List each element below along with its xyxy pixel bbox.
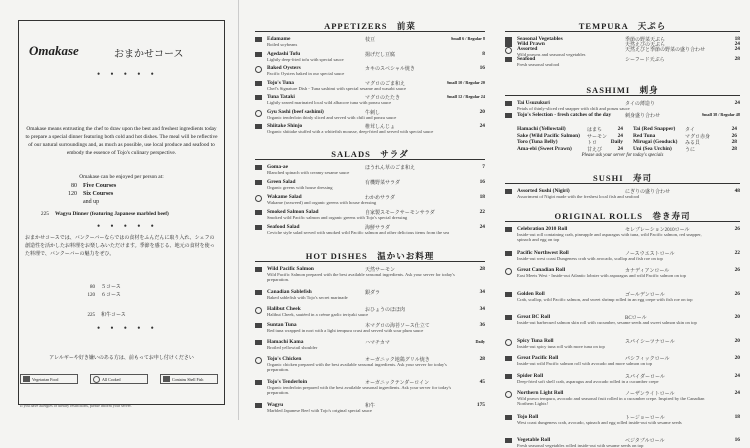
section-rule (505, 31, 740, 32)
item-name-jp: トージョーロール (625, 415, 665, 421)
menu-item (267, 224, 457, 235)
item-name: Suntan Tuna (267, 322, 297, 329)
item-price: 20 (734, 337, 740, 344)
item-description: Inside-out roll containing crab, pineapple and asparagus with tuna, wild Pacific salmon, red snapper, spinach and egg on top (517, 232, 702, 242)
jp-course-row: 80 ５コース (90, 285, 121, 290)
item-name: Shiitake Shinjo (267, 123, 303, 129)
salads-section-title: SALADS サラダ (331, 149, 409, 159)
item-price: 28 (734, 56, 740, 62)
item-name: Great Canadian Roll (517, 267, 566, 273)
item-description: Baked sablefish with Tojo's secret marinade (267, 294, 348, 300)
sashimi-item-jp: タイ (685, 128, 695, 133)
item-name: Seasonal Vegetables (517, 36, 563, 42)
item-description: Wild Pacific Salmon prepared with the best available seasonal ingredients. Ask your server for today's preparation. (267, 272, 455, 282)
item-price: 16 (479, 179, 485, 185)
omakase-panel (0, 0, 239, 420)
item-price: 24 (479, 123, 485, 129)
item-price: 26 (734, 226, 740, 232)
tempura-section-title: TEMPURA 天ぷら (578, 21, 667, 31)
sashimi-note: Please ask your server for today's specials (581, 153, 664, 158)
item-name: Smoked Salmon Salad (267, 209, 319, 215)
item-name: Wild Prawn (517, 41, 545, 47)
sashimi-price: 26 (731, 132, 737, 139)
vegetarian-icon (505, 251, 512, 256)
vegetarian-icon (255, 210, 262, 215)
divider-dots: • • • • • (97, 323, 158, 333)
item-name: Spicy Tuna Roll (517, 337, 554, 344)
item-name: Assorted (517, 46, 538, 52)
cooked-icon (255, 66, 262, 73)
item-name-jp: 刺身盛り合わせ (625, 114, 661, 119)
menu-item (267, 179, 457, 190)
item-price: 24 (734, 390, 740, 396)
item-name: Halibut Cheek (267, 305, 301, 312)
sashimi-item: Ama-ebi (Sweet Prawn) (517, 145, 572, 152)
vegetarian-icon (505, 415, 512, 420)
vegetarian-icon (255, 323, 262, 328)
item-price: 28 (479, 356, 485, 362)
menu-item (267, 339, 457, 350)
item-name-jp: 和牛 (365, 403, 376, 409)
menu-item (517, 112, 712, 118)
legend-shellfish: Contains Shell Fish (160, 374, 218, 384)
item-description: Organic tenderloin prepared with the best available seasonal ingredients. Ask your server for today's preparation. (267, 384, 452, 395)
sashimi-item: Mirugai (Geoduck) (633, 139, 678, 145)
cooked-icon (255, 110, 262, 117)
menu-item (517, 355, 712, 366)
item-name-jp: セレブレーション2010ロール (625, 228, 690, 233)
item-name: Goma-ae (267, 164, 288, 170)
legend-cooked: All Cooked (90, 374, 148, 384)
sashimi-price: 28 (731, 139, 737, 145)
sashimi-item: Tai (Red Snapper) (633, 126, 676, 132)
item-description: Deep-fried soft shell crab, asparagus and avocado rolled in a cucumber crepe (517, 378, 659, 384)
sashimi-item: Sake (Wild Pacific Salmon) (517, 132, 580, 139)
item-price: 34 (479, 288, 485, 295)
vegetarian-icon (505, 101, 512, 106)
divider-dots: • • • • • (97, 221, 158, 231)
menu-item (267, 51, 457, 62)
item-description: Fresh seasonal seafood (517, 62, 560, 67)
item-name-jp: パシフィックロール (625, 357, 670, 362)
sushi-section-title: SUSHI 寿司 (592, 173, 652, 183)
item-description: Pacific Oysters baked in our special sauce (267, 71, 345, 76)
item-description: Inside-out wild Pacific salmon roll with avocado and more salmon on top (517, 361, 653, 366)
item-name-jp: 銀ダラ (365, 290, 381, 296)
item-price: 7 (482, 164, 485, 170)
course-row: 120 Six Courses (68, 191, 114, 197)
omakase-frame (18, 20, 225, 405)
item-name: Tojo's Tuna (267, 79, 294, 86)
item-name: Great Pacific Roll (517, 355, 559, 361)
item-name-jp: マグロのたたき (365, 96, 401, 101)
item-price: 175 (476, 401, 485, 408)
item-name: Gyu Sashi (beef sashimi) (267, 108, 324, 115)
item-description: Wild prawn tempura, avocado and seasonal fruit rolled in a cucumber crepe. Inspired by the Canadian Northern Lights! (517, 396, 705, 406)
menu-item (267, 80, 457, 91)
omakase-title: Omakase (29, 43, 79, 58)
sashimi-price: 24 (617, 132, 623, 139)
item-price: 24 (734, 41, 740, 47)
item-price: 48 (734, 188, 740, 194)
item-name-jp: 本マグロの海苔ソース仕立て (365, 324, 430, 330)
item-price: Small 6 / Regular 8 (450, 36, 485, 41)
menu-item (517, 314, 712, 325)
sashimi-item-jp: はまち (587, 128, 603, 133)
item-price: 16 (734, 437, 740, 443)
item-description: East Meets West - Inside-out Atlantic lobster with asparagus and wild Pacific salmon on top (517, 273, 686, 278)
vegetarian-icon (255, 124, 262, 129)
item-name: Wakame Salad (267, 194, 302, 200)
sashimi-item-jp: 甘えび (587, 147, 603, 153)
item-name: Tojo's Chicken (267, 356, 302, 362)
item-description: West coast dungeness crab, avocado, spinach and egg rolled inside-out with sesame seeds (517, 419, 682, 425)
menu-item (267, 194, 457, 205)
item-price: 45 (479, 378, 485, 385)
omakase-title-jp: おまかせコース (114, 49, 184, 60)
item-name-jp: カキのスペシャル焼き (365, 67, 415, 72)
item-name-jp: マグロのごま和え (365, 81, 406, 87)
vegetarian-icon (255, 290, 262, 295)
item-name-jp: わかめサラダ (365, 196, 395, 201)
item-name: Tojo Roll (517, 413, 539, 420)
item-description: Inside-out west coast Dungeness crab with avocado, scallop and fish roe on top (517, 255, 663, 261)
item-description: Fresh seasonal vegetables rolled inside-out with sesame seeds on top (517, 443, 644, 448)
jp-course-row: 225 和牛コース (87, 313, 126, 318)
item-price: 8 (482, 50, 485, 57)
item-name-jp: 天然サーモン (365, 268, 396, 273)
item-description: Organic tenderloin thinly sliced and served with chili and ponzu sauce (267, 114, 397, 120)
omakase-jp-intro: おまかせコースでは、バンクーバーならではの食材をふんだんに取り入れ、シェフの創造性を活かしたお料理をお楽しみいただけます。季節を感じる、地元の食材を使った料理で、バンクーバーの魅力をぜひ。 (25, 236, 215, 257)
item-name: Baked Oysters (267, 65, 301, 71)
sashimi-item-jp: みる貝 (685, 141, 701, 146)
vegetarian-icon (255, 225, 262, 230)
menu-item (517, 338, 712, 349)
item-name-jp: ほうれん草のごま和え (365, 166, 416, 171)
item-price: 26 (734, 267, 740, 273)
item-price: Daily (475, 339, 485, 345)
allergy-footnote: If you have allergies or dietary restrictions, please inform your server. (20, 403, 132, 408)
item-name-jp: 有機野菜サラダ (365, 181, 400, 186)
vegetarian-icon (255, 81, 262, 86)
item-name-jp: ハマチカマ (365, 341, 390, 347)
item-price: 20 (734, 314, 740, 320)
item-name-jp: 季節の野菜天ぷら (625, 38, 666, 43)
course-row: and up (83, 199, 100, 205)
section-rule (255, 261, 485, 262)
item-name-jp: ノーザンライトロール (625, 392, 675, 397)
item-name: Vegetable Roll (517, 437, 551, 443)
divider-dots: • • • • • (97, 69, 158, 79)
item-price: Small 10 / Regular 20 (446, 79, 485, 85)
sashimi-price: 24 (731, 126, 737, 132)
item-name-jp: タイの薄造り (625, 102, 655, 107)
item-description: Blanched spinach with creamy sesame sauce (267, 170, 350, 175)
cooked-icon (255, 195, 262, 202)
vegetarian-icon (255, 52, 262, 57)
item-description: Marbled Japanese Beef with Tojo's original special sauce (267, 407, 372, 413)
item-name-jp: おひょうのほほ肉 (365, 307, 406, 313)
omakase-intro: Omakase means entrusting the chef to draw upon the best and freshest ingredients today to prepare a special dinner featuring both cold and hot dishes. The meal will be reflective of our natural surroundings and, as much as possible, use local produce and seafood to embody the essence of Tojo's culinary perspective. (25, 126, 218, 156)
item-name: Tojo's Selection - fresh catches of the day (517, 112, 612, 118)
item-description: Lightly deep-fried tofu with special sauce (267, 56, 344, 62)
vegetarian-icon (505, 189, 512, 194)
menu-item (517, 414, 712, 425)
item-name-jp: シーフード天ぷら (625, 58, 665, 63)
vegetarian-icon (255, 95, 262, 100)
sashimi-price: 28 (731, 145, 737, 152)
item-name: Tai Usuzukuri (517, 100, 550, 106)
item-description: Petals of thinly-sliced red snapper with chili and ponzu sauce (517, 106, 630, 111)
menu-item (267, 266, 457, 282)
section-rule (255, 31, 485, 32)
vegetarian-icon (255, 340, 262, 345)
vegetarian-icon (255, 380, 262, 385)
right-column (505, 0, 745, 448)
item-description: Wild prawns and seasonal vegetables (517, 52, 586, 57)
item-name: Tuna Tataki (267, 94, 295, 100)
item-name-jp: 天然えびと季節の野菜の盛り合わせ (625, 48, 706, 53)
item-name-jp: ノースウエストロール (625, 251, 675, 257)
jp-course-row: 120 ６コース (87, 293, 121, 298)
appetizers-section-title: APPETIZERS 前菜 (324, 21, 416, 31)
item-name-jp: オーガニック地鶏グリル焼き (365, 358, 430, 363)
vegetarian-icon (505, 292, 512, 297)
item-name: Northern Light Roll (517, 390, 564, 396)
menu-item (267, 36, 457, 47)
item-price: 24 (734, 46, 740, 52)
menu-item (517, 267, 712, 278)
item-name: Hamachi Kama (267, 339, 304, 346)
item-name-jp: 枝豆 (365, 38, 376, 43)
item-description: Inside-out spicy tuna roll with more tuna on top (517, 343, 605, 349)
item-name: Assorted Sushi (Nigiri) (517, 188, 570, 194)
item-name-jp: 椎茸しんじょ (365, 125, 396, 130)
vegetarian-icon (505, 438, 512, 443)
item-description: Organic chicken prepared with the best available seasonal ingredients. Ask your server for today's preparation. (267, 362, 447, 372)
item-name: Agedashi Tofu (267, 50, 301, 57)
menu-item (267, 65, 457, 76)
course-row: 80 Five Courses (71, 183, 117, 189)
vegetarian-icon (505, 57, 512, 62)
item-name: Seafood Salad (267, 224, 300, 230)
item-name-jp: ゴールデンロール (625, 292, 665, 298)
vegetarian-icon (255, 267, 262, 272)
menu-item (517, 390, 712, 406)
vegetarian-icon (505, 356, 512, 361)
vegetarian-icon (505, 227, 512, 232)
item-price: 34 (479, 305, 485, 312)
item-name-jp: 牛刺し (365, 110, 381, 116)
item-name-jp: 海鮮サラダ (365, 226, 390, 231)
item-name-jp: 天然えびの天ぷら (625, 43, 666, 48)
item-name: Spider Roll (517, 372, 544, 379)
menu-item (517, 100, 712, 111)
item-price: 24 (734, 100, 740, 106)
menu-item (267, 94, 457, 105)
item-name: Wild Pacific Salmon (267, 266, 314, 272)
item-description: Halibut Cheek, sautéed in a crème garlic teriyaki sauce (267, 311, 369, 317)
sashimi-item-jp: うに (685, 147, 696, 153)
item-name: Golden Roll (517, 290, 545, 297)
item-description: Organic greens with house dressing (267, 185, 333, 190)
sashimi-item: Toro (Tuna Belly) (517, 139, 558, 145)
sashimi-item: Hamachi (Yellowtail) (517, 126, 566, 132)
middle-column (255, 0, 490, 420)
section-rule (255, 159, 485, 160)
menu-item (517, 437, 712, 448)
item-price: 16 (479, 65, 485, 71)
item-description: Smoked wild Pacific salmon and organic greens with Tojo's special dressing (267, 215, 408, 220)
sashimi-item-jp: サーモン (587, 134, 608, 140)
item-name: Tojo's Tenderloin (267, 378, 308, 385)
item-description: Crab, scallop, wild Pacific salmon, and sweet shrimp rolled in an egg crepe with fish roe on top (517, 296, 693, 302)
item-description: Assortment of Nigiri made with the freshest local fish and seafood (517, 194, 640, 199)
item-price: 26 (734, 290, 740, 297)
item-description: Chef's Signature Dish - Tuna sashimi with special sesame and wasabi sauce (267, 85, 406, 91)
menu-item (517, 373, 712, 384)
vegetarian-icon (505, 374, 512, 379)
shellfish-icon (163, 376, 170, 382)
cooked-icon (505, 47, 512, 54)
item-price: Small 38 / Regular 48 (701, 112, 740, 117)
item-description: Organic shiitake stuffed with a whitefish mousse, deep-fried and served with special sauce (267, 129, 434, 134)
sashimi-price: 24 (617, 126, 623, 132)
vegetarian-icon (255, 37, 262, 42)
course-row: 225 Wagyu Dinner (featuring Japanese marbled beef) (40, 211, 169, 217)
section-rule (505, 221, 740, 222)
item-price: 24 (479, 224, 485, 230)
item-description: Boiled soybeans (267, 42, 298, 47)
item-description: Broiled yellowtail shoulder (267, 345, 318, 351)
menu-item (517, 291, 712, 302)
cooked-icon (505, 268, 512, 275)
item-name: Great BC Roll (517, 314, 551, 320)
item-name-jp: にぎりの盛り合わせ (625, 190, 671, 195)
item-price: Small 12 / Regular 24 (446, 94, 485, 99)
item-name-jp: スパイダーロール (625, 374, 665, 380)
item-description: Inside-out barbecued salmon skin roll with cucumber, sesame seeds and sweet salmon skin on top (517, 320, 697, 325)
menu-item (517, 188, 712, 199)
sashimi-item: Uni (Sea Urchin) (633, 145, 672, 152)
section-rule (505, 183, 740, 184)
item-name: Wagyu (267, 401, 284, 408)
legend-vegetarian: Vegetarian Food (20, 374, 78, 384)
item-price: 18 (479, 194, 485, 200)
vegetarian-icon (23, 376, 30, 382)
item-price: 28 (479, 266, 485, 272)
item-name-jp: オーガニックテンダーロイン (365, 380, 430, 386)
omakase-offered: Omakase can be enjoyed per person at: (79, 174, 164, 180)
vegetarian-icon (255, 165, 262, 170)
menu-item (267, 109, 457, 120)
omakase-jp-footer: アレルギーや好き嫌いのある方は、前もってお申し付けください (49, 356, 194, 361)
cooked-icon (505, 339, 512, 346)
item-name-jp: ベジタブルロール (625, 439, 665, 444)
cooked-icon (93, 376, 100, 383)
sashimi-section-title: SASHIMI 刺身 (586, 85, 659, 95)
sashimi-price: 24 (617, 145, 623, 152)
item-description: Ceviche style salad served with smoked wild Pacific salmon and other delicious items from the sea (267, 230, 450, 235)
section-rule (505, 95, 740, 96)
item-name-jp: BCロール (625, 316, 647, 321)
item-description: Lightly seared marinated local wild albacore tuna with ponzu sauce (267, 100, 392, 105)
cooked-icon (505, 391, 512, 398)
menu-item (267, 289, 457, 300)
item-price: 20 (734, 355, 740, 361)
item-description: Red tuna wrapped in nori with a light tempura crust and served with sour plum sauce (267, 328, 424, 334)
item-name: Pacific Northwest Roll (517, 249, 569, 256)
item-price: 22 (734, 249, 740, 256)
vegetarian-icon (255, 403, 262, 408)
sashimi-price: Daily (610, 139, 623, 145)
vegetarian-icon (505, 315, 512, 320)
item-name-jp: 自家製スモークサーモンサラダ (365, 211, 435, 216)
item-price: 36 (479, 322, 485, 329)
item-name: Edamame (267, 36, 291, 42)
vegetarian-icon (505, 113, 512, 118)
menu-item (517, 56, 712, 67)
menu-item (267, 306, 457, 317)
menu-item (517, 250, 712, 261)
item-name-jp: スパイシーツナロール (625, 339, 675, 345)
vegetarian-icon (255, 180, 262, 185)
sashimi-item-jp: トロ (587, 141, 598, 146)
item-price: 18 (734, 413, 740, 420)
cooked-icon (255, 357, 262, 364)
item-price: 18 (734, 36, 740, 42)
menu-item (267, 123, 457, 134)
item-name: Seafood (517, 56, 536, 62)
menu-item (267, 164, 457, 175)
item-name: Celebration 2010 Roll (517, 226, 568, 232)
rolls-section-title: ORIGINAL ROLLS 巻き寿司 (554, 211, 691, 221)
item-price: 22 (479, 209, 485, 215)
item-name-jp: カナディアンロール (625, 269, 670, 274)
cooked-icon (255, 307, 262, 314)
hot_dishes-section-title: HOT DISHES 温かいお料理 (305, 251, 435, 261)
menu-item (267, 402, 457, 413)
item-name: Canadian Sablefish (267, 288, 312, 295)
item-price: 24 (734, 372, 740, 379)
item-name-jp: 揚げだし豆腐 (365, 52, 396, 58)
item-description: Wakame (seaweed) and organic greens with house dressing (267, 200, 377, 205)
item-name: Green Salad (267, 179, 296, 185)
item-price: 20 (479, 108, 485, 115)
sashimi-item-jp: マグロ赤身 (685, 134, 711, 140)
sashimi-item: Red Tuna (633, 132, 656, 139)
